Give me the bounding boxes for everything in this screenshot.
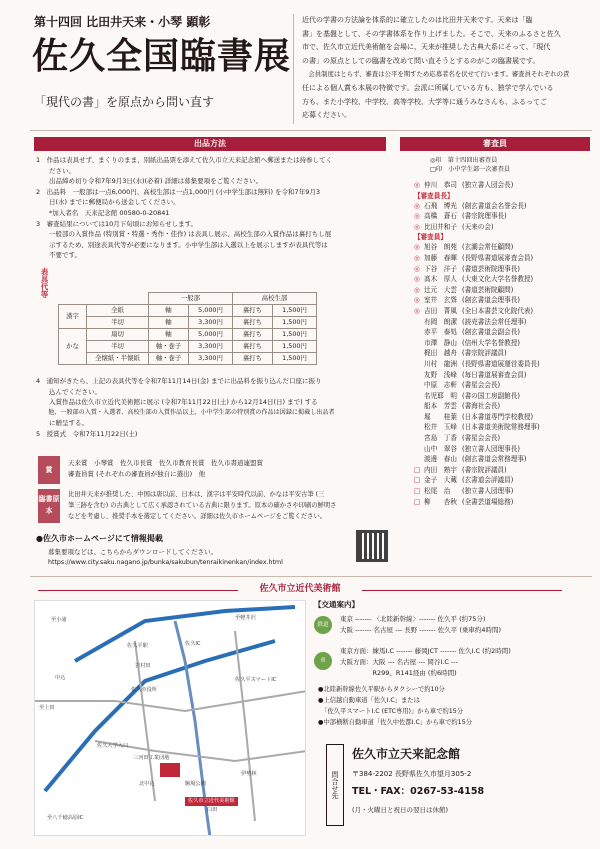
car-line: R299、R141経由 (約6時間) bbox=[340, 669, 457, 677]
step-line: 4 通知がきたら、上記の表具代等を令和7年11月14日(金) までに出品料を振り込んだ口座に振り bbox=[36, 377, 322, 385]
fee-cell: 3,300円 bbox=[189, 341, 233, 353]
intro-text bbox=[302, 14, 592, 123]
judge-mark: ◎ bbox=[414, 243, 420, 252]
judge-name: 松尾 治 bbox=[424, 487, 451, 496]
judge-role: (独立書人団理事長) bbox=[462, 444, 520, 453]
step-line: 他、一般部の入賞・入選者、高校生部の入賞作品以上、小中学生部の特別賞の作品は図録に掲載し出品者 bbox=[36, 408, 335, 416]
map-label: 佐久IC bbox=[185, 641, 201, 647]
judge-mark bbox=[414, 422, 424, 433]
judge-name: 堀 桂葉 bbox=[424, 412, 457, 421]
judge-name: 金子 大蔵 bbox=[424, 476, 457, 485]
judge-name: 有岡 朗潔 bbox=[424, 317, 457, 326]
judge-mark bbox=[414, 412, 424, 423]
car-block bbox=[314, 646, 594, 679]
map-label: 佐久大学入口 bbox=[97, 743, 129, 749]
judge-role: (創玄書道会理事長) bbox=[462, 296, 520, 305]
fee-cell: 軸 bbox=[149, 317, 189, 329]
subtitle: 「現代の書」を原点から問い直す bbox=[34, 95, 215, 109]
model-line: 比田井天来が推奨した、中国は唐以前、日本は、漢字は平安時代以前、かなは平安古筆 (三 bbox=[68, 491, 325, 498]
submission-steps bbox=[36, 155, 392, 261]
map-label: 至上田 bbox=[39, 705, 55, 711]
step-line: 日(水) までに郵便局から送金してください。 bbox=[36, 198, 180, 207]
model-line: 筆三跡を含む) の古典として広く承認されている古典に限ります。原本の確かさや印刷の鮮明さ bbox=[68, 502, 337, 509]
judge-mark bbox=[414, 348, 424, 359]
judge-row bbox=[414, 401, 594, 412]
judge-role: (毎日書道展審査会員) bbox=[462, 370, 527, 379]
contact-address: 〒384-2202 長野県佐久市望月305-2 bbox=[352, 770, 472, 778]
judge-row bbox=[414, 317, 594, 328]
judge-mark bbox=[414, 401, 424, 412]
judge-name: 赤平 泰処 bbox=[424, 328, 457, 337]
judge-mark: ◎ bbox=[414, 253, 420, 262]
rail-block bbox=[314, 614, 594, 636]
venue-marker bbox=[160, 763, 180, 777]
judge-mark: ◎ bbox=[414, 306, 420, 315]
judge-mark bbox=[414, 454, 424, 465]
fee-row bbox=[59, 353, 317, 365]
judge-name: 宮島 丁香 bbox=[424, 434, 457, 443]
car-line: 大阪方面：大阪 --- 名古屋 --- 岡谷I.C --- bbox=[340, 658, 458, 666]
page-title: 佐久全国臨書展 bbox=[32, 35, 292, 77]
step-line: ださい。 bbox=[36, 166, 75, 175]
judge-mark: □ bbox=[414, 497, 421, 506]
car-line: 東京方面：練馬I.C ------- 藤岡JCT ------- 佐久I.C (約2時間) bbox=[340, 647, 511, 655]
area-map bbox=[34, 600, 306, 836]
judge-role: (長野県書道展運営委員長) bbox=[462, 359, 540, 368]
fee-cell: 裏打ち bbox=[233, 353, 273, 365]
fee-cell: 裏打ち bbox=[233, 329, 273, 341]
judge-role: (書の国工房副館長) bbox=[462, 391, 520, 400]
judge-role: (読売書法会常任理事) bbox=[462, 317, 527, 326]
map-label: 駒場公園 bbox=[185, 781, 206, 787]
judges-list bbox=[414, 180, 594, 507]
fee-cell: 軸・巻子 bbox=[149, 353, 189, 365]
fee-cell: 5,000円 bbox=[189, 305, 233, 317]
judge-mark: □ bbox=[414, 476, 421, 485]
venue-label: 佐久市立近代美術館 bbox=[185, 797, 238, 806]
judge-name: 吉田 菁風 bbox=[424, 306, 457, 315]
judge-row bbox=[414, 444, 594, 455]
judge-role: (独立書人団会長) bbox=[462, 181, 514, 189]
judge-mark bbox=[414, 444, 424, 455]
map-label: 中込 bbox=[55, 675, 66, 681]
fee-cell: 扇切 bbox=[87, 329, 149, 341]
judge-name: 松井 玉峰 bbox=[424, 423, 457, 432]
judge-row bbox=[414, 264, 594, 275]
contact-tel: TEL・FAX：0267-53-4158 bbox=[352, 786, 485, 797]
judge-row bbox=[414, 497, 594, 508]
fee-cell: 半切 bbox=[87, 317, 149, 329]
map-heading: 佐久市立近代美術館 bbox=[259, 584, 341, 594]
fee-row bbox=[59, 317, 317, 329]
judge-group-title: 【審査員】 bbox=[414, 233, 447, 242]
judge-name: 川村 龍洲 bbox=[424, 359, 457, 368]
step-line: *加入者名 天来記念館 00580-0-20841 bbox=[36, 208, 170, 217]
judge-mark bbox=[414, 391, 424, 402]
judge-name: 加藤 春暉 bbox=[424, 253, 457, 262]
judge-mark: ◎ bbox=[414, 201, 420, 210]
fee-cell: 裏打ち bbox=[233, 341, 273, 353]
web-url-link[interactable]: https://www.city.saku.nagano.jp/bunka/sakubun/tenraikinenkan/index.html bbox=[48, 559, 283, 566]
judge-mark: ◎ bbox=[414, 181, 420, 189]
judge-mark: ◎ bbox=[414, 285, 420, 294]
judge-role: (創玄書道会常務理事) bbox=[462, 455, 527, 464]
judge-role: (創玄書道会名誉会長) bbox=[462, 201, 527, 210]
web-text: 募集要項などは、こちらからダウンロードしてください。 bbox=[48, 548, 217, 556]
judge-row bbox=[414, 253, 594, 264]
fee-cell: 漢字 bbox=[59, 305, 87, 329]
fee-table bbox=[58, 292, 317, 365]
judge-mark bbox=[414, 317, 424, 328]
fee-cell: 裏打ち bbox=[233, 305, 273, 317]
judge-name: 高橋 蒼石 bbox=[424, 212, 457, 221]
award-label: 賞 bbox=[38, 456, 60, 484]
step-line: 不要です。 bbox=[36, 251, 81, 260]
judge-row bbox=[414, 391, 594, 402]
judge-row bbox=[414, 454, 594, 465]
map-label: 至軽井沢 bbox=[235, 615, 256, 621]
access-note: 「佐久平スマートI.C (ETC専用)」から車で約15分 bbox=[318, 708, 464, 715]
judge-role: (書道芸術院理事長) bbox=[462, 264, 520, 273]
award-line: 天来賞 小琴賞 佐久市長賞 佐久市教育長賞 佐久市書道連盟賞 bbox=[68, 459, 263, 467]
intro-line: 方も、また小学校、中学校、高等学校、大学等に通うみなさんも、ふるってご bbox=[302, 97, 547, 106]
judge-mark bbox=[414, 433, 424, 444]
judge-row bbox=[414, 412, 594, 423]
judge-mark: ◎ bbox=[414, 296, 420, 305]
qr-code bbox=[356, 530, 388, 562]
judge-name: 比田井和子 bbox=[424, 222, 457, 231]
fee-cell: 裏打ち bbox=[233, 317, 273, 329]
contact-closed: (月・火曜日と祝日の翌日は休館) bbox=[352, 806, 449, 814]
intro-line: 任による個人賞も本展の特徴です。会派に所属している方も、独学で学んでいる bbox=[302, 83, 554, 92]
map-label: 北中込 bbox=[139, 781, 155, 787]
judge-role: (書宗院理事長) bbox=[462, 212, 507, 221]
fee-cell: 軸 bbox=[149, 329, 189, 341]
judge-group-title: 【審査員長】 bbox=[414, 191, 454, 200]
map-label: 佐久市役所 bbox=[131, 687, 157, 693]
judge-role: (書星会会長) bbox=[462, 381, 501, 390]
judge-name: 渡邊 春山 bbox=[424, 455, 457, 464]
judge-mark: ◎ bbox=[414, 275, 420, 284]
judge-row bbox=[414, 348, 594, 359]
judge-mark bbox=[414, 359, 424, 370]
access-note: ●中部横断自動車道「佐久中佐都I.C」から車で約15分 bbox=[318, 719, 472, 726]
web-heading: ●佐久市ホームページにて情報掲載 bbox=[36, 534, 163, 543]
step-line: 3 審査結果については10月下旬頃にお知らせします。 bbox=[36, 219, 198, 228]
model-text bbox=[68, 489, 336, 522]
judge-row bbox=[414, 370, 594, 381]
map-label: 臼田 bbox=[207, 807, 218, 813]
fee-cell: 1,500円 bbox=[273, 305, 317, 317]
map-label: 伊勢林 bbox=[241, 771, 257, 777]
judge-mark bbox=[414, 380, 424, 391]
judge-row bbox=[414, 211, 594, 222]
fee-row bbox=[59, 341, 317, 353]
judge-row bbox=[414, 465, 594, 476]
step-line: 入賞作品は佐久市立近代美術館に展示 (令和7年11月22日(土) から12月14日(日) まで) する bbox=[36, 398, 318, 407]
map-drawing bbox=[35, 601, 306, 836]
step-line: 1 作品は表具せず、まくりのまま、別紙出品票を添えて佐久市立天来記念館へ郵送または持参してく bbox=[36, 156, 333, 164]
step-line: 込んでください。 bbox=[36, 387, 101, 396]
judge-name: 山中 翠谷 bbox=[424, 444, 457, 453]
fee-header: 高校生部 bbox=[233, 293, 317, 305]
judge-name: 髙木 厚人 bbox=[424, 275, 457, 284]
access-notes bbox=[318, 684, 472, 728]
fee-cell: 軸 bbox=[149, 305, 189, 317]
access-heading: 【交通案内】 bbox=[314, 600, 359, 609]
judge-role: (全日本書芸文化院代表) bbox=[462, 306, 534, 315]
map-label: 佐久平駅 bbox=[127, 643, 148, 649]
judge-row bbox=[414, 180, 594, 191]
map-label: 佐久平スマートIC bbox=[235, 677, 277, 683]
judge-row bbox=[414, 422, 594, 433]
judge-row bbox=[414, 201, 594, 212]
map-label: 至小諸 bbox=[51, 617, 67, 623]
fee-cell: 全紙 bbox=[87, 305, 149, 317]
intro-line: の書」の原点としての臨書を改めて問い直そうとするのがこの臨書展です。 bbox=[302, 56, 540, 65]
fee-cell: 軸・巻子 bbox=[149, 341, 189, 353]
intro-line: 書」を基盤として、その学書体系を作り上げました。そこで、天来のふるさと佐久 bbox=[302, 29, 561, 38]
event-line: 第十四回 比田井天来・小琴 顕彰 bbox=[34, 15, 211, 29]
rail-tag: 鉄道 bbox=[314, 616, 332, 634]
judge-mark bbox=[414, 327, 424, 338]
judges-legend bbox=[430, 156, 510, 174]
judge-name: 梶田 越舟 bbox=[424, 349, 457, 358]
judge-name: 船本 芳雲 bbox=[424, 402, 457, 411]
judge-role: (信州大学名誉教授) bbox=[462, 338, 520, 347]
judge-name: 中原 志軒 bbox=[424, 381, 457, 390]
judge-name: 柳 杏秋 bbox=[424, 497, 457, 506]
judge-mark: ◎ bbox=[414, 264, 420, 273]
judge-role: (玄潮会常任顧問) bbox=[462, 243, 514, 252]
fee-row bbox=[59, 305, 317, 317]
judge-role: (日本書道専門学校教授) bbox=[462, 412, 534, 421]
fee-cell: 1,500円 bbox=[273, 353, 317, 365]
map-label: 至八千穂高原IC bbox=[47, 815, 84, 821]
award-line: 審査員賞 (それぞれの審査員が独自に選出) 他 bbox=[68, 470, 206, 478]
intro-line: 会員制度はとらず、審査は公平を期すため応募者名を伏せて行います。審査員それぞれの責 bbox=[302, 70, 570, 79]
judge-mark: □ bbox=[414, 487, 421, 496]
fee-cell: 3,300円 bbox=[189, 317, 233, 329]
judge-row bbox=[414, 274, 594, 285]
judge-row bbox=[414, 380, 594, 391]
model-label: 臨書原本 bbox=[38, 489, 60, 523]
judge-row bbox=[414, 359, 594, 370]
fee-cell: 3,300円 bbox=[189, 353, 233, 365]
access-note: ●上信越自動車道「佐久I.C」または bbox=[318, 697, 420, 704]
fee-cell: 1,500円 bbox=[273, 341, 317, 353]
judge-row bbox=[414, 327, 594, 338]
section-heading-judges: 審査員 bbox=[400, 137, 590, 151]
judge-row bbox=[414, 285, 594, 296]
step-line: 5 授賞式 令和7年11月22日(土) bbox=[36, 429, 138, 438]
submission-steps-2 bbox=[36, 376, 392, 440]
judge-role: (全書芸道場総務) bbox=[462, 497, 514, 506]
judge-row bbox=[414, 295, 594, 306]
judge-name: 辻元 大雲 bbox=[424, 285, 457, 294]
judge-role: (書宗院評議員) bbox=[462, 349, 507, 358]
judge-row bbox=[414, 306, 594, 317]
award-text bbox=[68, 458, 263, 480]
judge-name: 仲川 恭司 bbox=[424, 181, 457, 189]
judge-name: 市澤 静山 bbox=[424, 338, 457, 347]
judge-row bbox=[414, 338, 594, 349]
step-line: 出品締め切り令和7年9月3日(水)(必着) 詳細は募集要項をご覧ください。 bbox=[36, 177, 263, 186]
contact-name: 佐久市立天来記念館 bbox=[352, 747, 461, 761]
judge-row bbox=[414, 486, 594, 497]
fee-cell: 半切 bbox=[87, 341, 149, 353]
section-heading-submission: 出品方法 bbox=[34, 137, 386, 151]
fee-cell: 1,500円 bbox=[273, 329, 317, 341]
judge-name: 室井 玄聳 bbox=[424, 296, 457, 305]
fee-cell: 全懐紙・半懐紙 bbox=[87, 353, 149, 365]
rail-line: 大阪 ------- 名古屋 --- 長野 ------- 佐久平 (乗車約4時間) bbox=[340, 626, 502, 634]
step-line: に贈呈する。 bbox=[36, 419, 88, 428]
judge-name: 下谷 洋子 bbox=[424, 264, 457, 273]
judge-row bbox=[414, 242, 594, 253]
judge-mark: ◎ bbox=[414, 212, 420, 221]
intro-line: 近代の学書の方法論を体系的に確立したのは比田井天来です。天来は「臨 bbox=[302, 16, 533, 24]
judge-role: (書星会会長) bbox=[462, 434, 501, 443]
legend-line: ◎印 第十四回出審査員 bbox=[430, 157, 498, 164]
map-label: 岩村田 bbox=[135, 663, 151, 669]
judge-mark bbox=[414, 370, 424, 381]
fee-cell: 5,000円 bbox=[189, 329, 233, 341]
fee-label: 表具代等 bbox=[40, 268, 49, 298]
step-line: 示するため、別途表具代等が必要になります。小中学生部は入選以上を展示しますが表具代等は bbox=[36, 240, 328, 249]
judge-role: (大東文化大学名誉教授) bbox=[462, 275, 534, 284]
judge-name: 友野 浅峰 bbox=[424, 370, 457, 379]
judge-mark: □ bbox=[414, 465, 421, 474]
map-label: 三河田工業団地 bbox=[133, 755, 170, 761]
judge-role: (書海社会長) bbox=[462, 402, 501, 411]
judge-mark bbox=[414, 338, 424, 349]
judge-mark: ◎ bbox=[414, 222, 420, 231]
model-line: などを考慮し、推奨手本を選定してください。詳細は佐久市ホームページをご覧ください。 bbox=[68, 513, 327, 520]
judge-role: (日本書道美術院常務理事) bbox=[462, 423, 540, 432]
judge-row bbox=[414, 475, 594, 486]
step-line: 一般部の入賞作品 (特別賞・特選・秀作・佳作) は表具し展示、高校生部の入賞作品は裏打ちし展 bbox=[36, 230, 332, 239]
intro-line: 応募ください。 bbox=[302, 111, 351, 120]
judge-role: (創玄書道会副会長) bbox=[462, 328, 520, 337]
judge-row bbox=[414, 222, 594, 233]
fee-header: 一般部 bbox=[149, 293, 233, 305]
judge-name: 内田 熟宇 bbox=[424, 465, 457, 474]
access-note: ●北陸新幹線佐久平駅からタクシーで約10分 bbox=[318, 686, 445, 693]
judge-role: (独立書人団理事) bbox=[462, 487, 514, 496]
contact-tag: 問合せ先 bbox=[326, 744, 344, 826]
car-tag: 車 bbox=[314, 652, 332, 670]
judge-row bbox=[414, 433, 594, 444]
judge-role: (長野県書道展審査会員) bbox=[462, 253, 534, 262]
judge-role: (玄書道会評議員) bbox=[462, 476, 514, 485]
judge-name: 石飛 博光 bbox=[424, 201, 457, 210]
rail-line: 東京 ------- 〈北陸新幹線〉------- 佐久平 (約75分) bbox=[340, 615, 486, 623]
judge-role: (書道芸術院顧問) bbox=[462, 285, 514, 294]
fee-row bbox=[59, 329, 317, 341]
judge-name: 名児耶 明 bbox=[424, 391, 457, 400]
fee-cell: 1,500円 bbox=[273, 317, 317, 329]
judge-role: (天来の会) bbox=[462, 222, 494, 231]
step-line: 2 出品料 一般部は一点6,000円、高校生部は一点1,000円 (小中学生部は無料) を令和7年9月3 bbox=[36, 187, 320, 196]
fee-cell: かな bbox=[59, 329, 87, 365]
judge-name: 旭谷 朗苑 bbox=[424, 243, 457, 252]
judge-role: (書宗院評議員) bbox=[462, 465, 507, 474]
intro-line: 市で、佐久市立近代美術館を会場に、天来が推奨した古典大系にそって、「現代 bbox=[302, 43, 551, 52]
legend-line: □印 小中学生部一次審査員 bbox=[430, 166, 511, 173]
